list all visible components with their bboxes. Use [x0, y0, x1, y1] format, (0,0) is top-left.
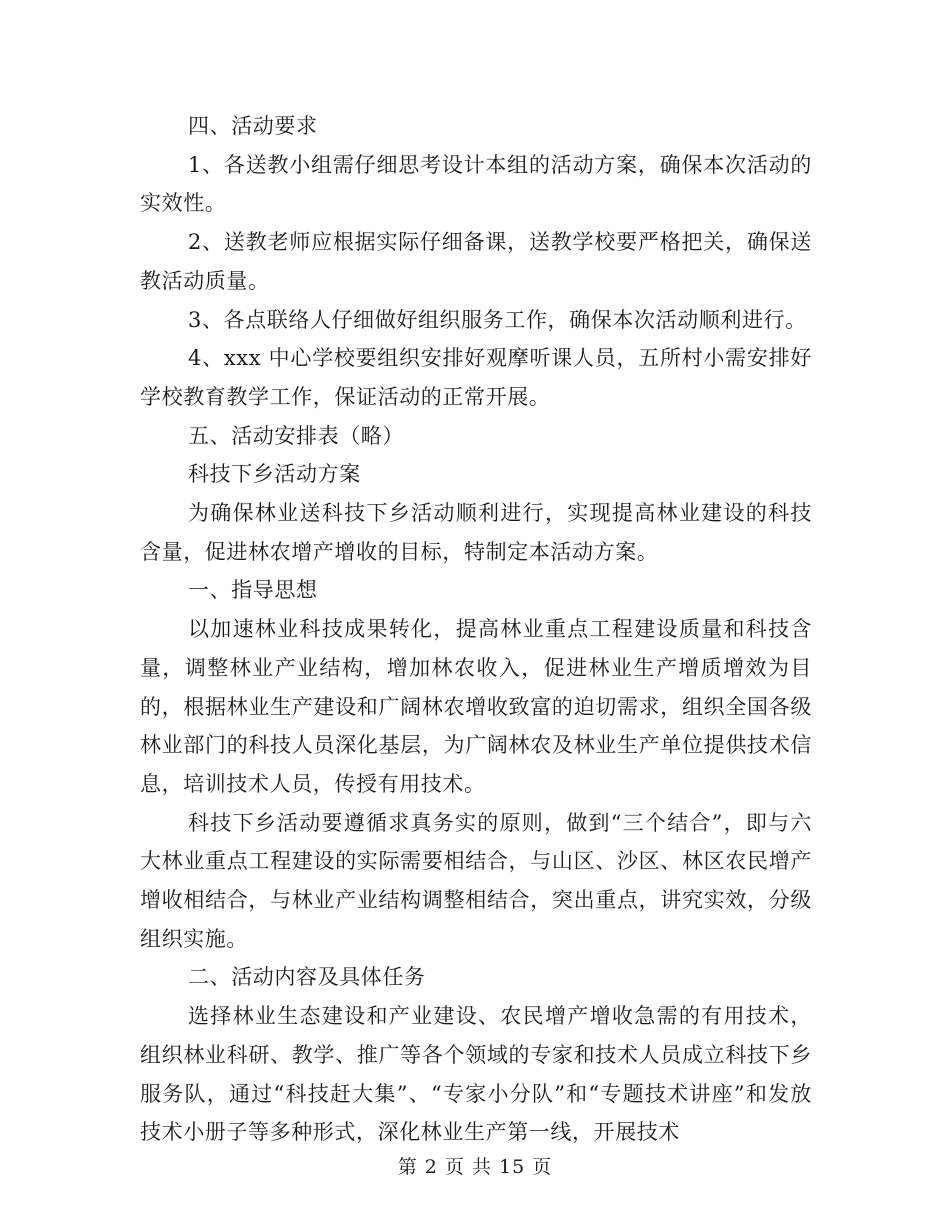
paragraph: 4、xxx 中心学校要组织安排好观摩听课人员，五所村小需安排好学校教育教学工作，保证活动的正常开展。 — [140, 346, 812, 409]
document-body — [140, 107, 812, 1152]
paragraph: 以加速林业科技成果转化，提高林业重点工程建设质量和科技含量，调整林业产业结构，增加林农收入，促进林业生产增质增效为目的，根据林业生产建设和广阔林农增收致富的迫切需求，组织全国各级林业部门的科技人员深化基层，为广阔林农及林业生产单位提供技术信息，培训技术人员，传授有用技术。 — [140, 617, 812, 796]
paragraph: 3、各点联络人仔细做好组织服务工作，确保本次活动顺利进行。 — [188, 307, 807, 332]
section-heading-requirements: 四、活动要求 — [188, 114, 318, 138]
paragraph: 选择林业生态建设和产业建设、农民增产增收急需的有用技术，组织林业科研、教学、推广等各个领域的专家和技术人员成立科技下乡服务队，通过“科技赶大集”、“专家小分队”和“专题技术讲座”和发放技术小册子等多种形式，深化林业生产第一线，开展技术 — [140, 1004, 812, 1145]
paragraph: 科技下乡活动要遵循求真务实的原则，做到“三个结合”，即与六大林业重点工程建设的实际需要相结合，与山区、沙区、林区农民增产增收相结合，与林业产业结构调整相结合，突出重点，讲究实效，分级组织实施。 — [140, 810, 812, 951]
paragraph: 2、送教老师应根据实际仔细备课，送教学校要严格把关，确保送教活动质量。 — [140, 230, 812, 293]
section-heading-guiding-ideology: 一、指导思想 — [188, 578, 318, 603]
paragraph: 1、各送教小组需仔细思考设计本组的活动方案，确保本次活动的实效性。 — [140, 152, 812, 216]
document-title: 科技下乡活动方案 — [188, 462, 361, 487]
section-heading-activity-content: 二、活动内容及具体任务 — [188, 965, 426, 990]
paragraph: 为确保林业送科技下乡活动顺利进行，实现提高林业建设的科技含量，促进林农增产增收的目标，特制定本活动方案。 — [140, 501, 812, 564]
page-number-footer: 第 2 页 共 15 页 — [397, 1156, 553, 1178]
section-heading-schedule: 五、活动安排表（略） — [188, 423, 404, 448]
